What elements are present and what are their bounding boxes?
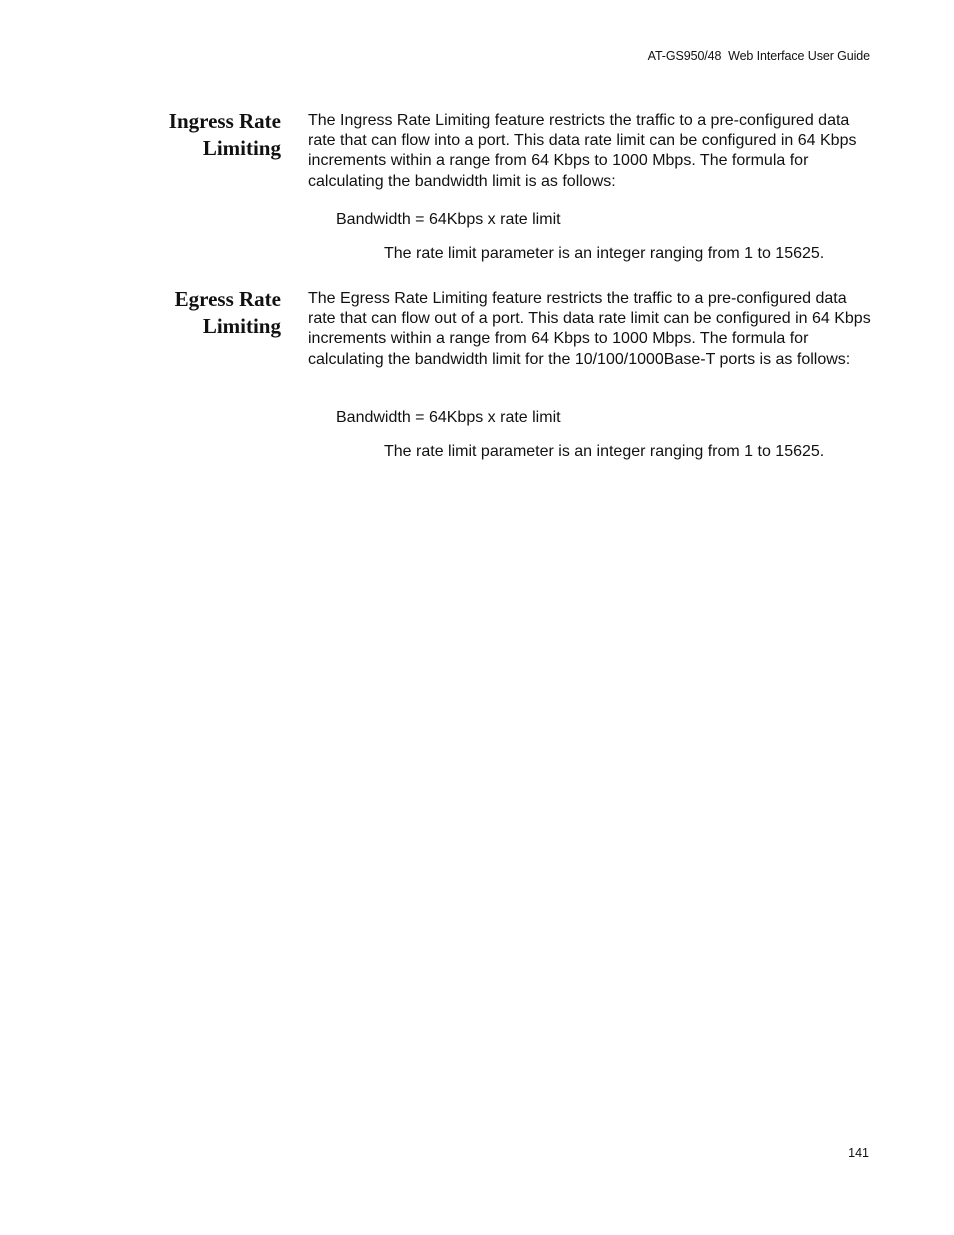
ingress-bandwidth-formula: Bandwidth = 64Kbps x rate limit bbox=[336, 211, 561, 228]
section-heading-egress bbox=[120, 286, 281, 340]
heading-line-2: Limiting bbox=[202, 314, 281, 338]
heading-line-1: Ingress Rate bbox=[168, 109, 281, 133]
heading-line-1: Egress Rate bbox=[174, 287, 281, 311]
ingress-description-paragraph: The Ingress Rate Limiting feature restricts the traffic to a pre-configured data rate that can flow into a port. This data rate limit can be configured in 64 Kbps increments within a range from 64 Kbps to 1000 Mbps. The formula for calculating the bandwidth limit is as follows: bbox=[308, 112, 857, 190]
egress-rate-limit-note: The rate limit parameter is an integer ranging from 1 to 15625. bbox=[384, 443, 825, 460]
running-header-title: AT-GS950/48 Web Interface User Guide bbox=[647, 49, 870, 63]
egress-description-paragraph: The Egress Rate Limiting feature restricts the traffic to a pre-configured data rate that can flow out of a port. This data rate limit can be configured in 64 Kbps increments within a range from 64 Kbps to 1000 Mbps. The formula for calculating the bandwidth limit for the 10/100/1000Base-T ports is as follows: bbox=[308, 290, 871, 368]
egress-bandwidth-formula: Bandwidth = 64Kbps x rate limit bbox=[336, 409, 561, 426]
page-number: 141 bbox=[848, 1146, 869, 1160]
heading-line-2: Limiting bbox=[202, 136, 281, 160]
ingress-rate-limit-note: The rate limit parameter is an integer ranging from 1 to 15625. bbox=[384, 245, 825, 262]
section-heading-ingress bbox=[120, 108, 281, 162]
